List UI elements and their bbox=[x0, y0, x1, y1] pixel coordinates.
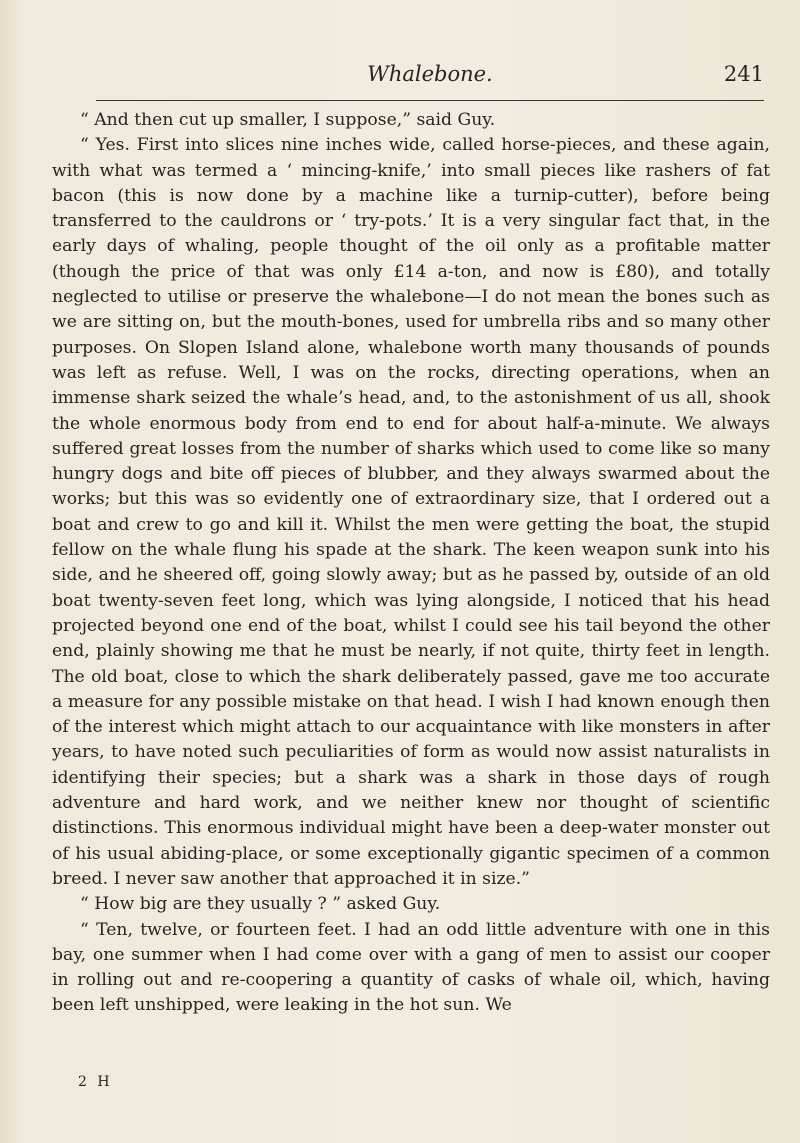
running-title: Whalebone. bbox=[367, 62, 493, 86]
signature-mark: 2 H bbox=[78, 1074, 113, 1090]
paragraph-2: “ Yes. First into slices nine inches wide, called horse-pieces, and these again, with what was termed a ‘ mincing-knife,’ into small pieces like rashers of fat bacon (this is now done by a machine like a turnip-cutter), before being transferred to the cauldrons or ‘ try-pots.’ It is a very singular fact that, in the early days of whaling, people thought of the oil only as a profitable matter (though the price of that was only £14 a-ton, and now is £80), and totally neglected to utilise or preserve the whalebone—I do not mean the bones such as we are sitting on, but the mouth-bones, used for umbrella ribs and so many other purposes. On Slopen Island alone, whalebone worth many thousands of pounds was left as refuse. Well, I was on the rocks, directing operations, when an immense shark seized the whale’s head, and, to the astonishment of us all, shook the whole enormous body from end to end for about half-a-minute. We always suffered great losses from the number of sharks which used to come like so many hungry dogs and bite off pieces of blubber, and they always swarmed about the works; but this was so evidently one of extraordinary size, that I ordered out a boat and crew to go and kill it. Whilst the men were getting the boat, the stupid fellow on the whale flung his spade at the shark. The keen weapon sunk into his side, and he sheered off, going slowly away; but as he passed by, outside of an old boat twenty-seven feet long, which was lying alongside, I noticed that his head projected beyond one end of the boat, whilst I could see his tail beyond the other end, plainly showing me that he must be nearly, if not quite, thirty feet in length. The old boat, close to which the shark deliberately passed, gave me too accurate a measure for any possible mistake on that head. I wish I had known enough then of the interest which might attach to our acquaintance with like monsters in after years, to have noted such peculiarities of form as would now assist naturalists in identifying their species; but a shark was a shark in those days of rough adventure and hard work, and we neither knew nor thought of scientific distinctions. This enormous individual might have been a deep-water monster out of his usual abiding-place, or some exceptionally gigantic specimen of a common breed. I never saw another that approached it in size.” bbox=[52, 135, 770, 889]
header-rule bbox=[96, 100, 764, 101]
page-number: 241 bbox=[723, 62, 764, 86]
paragraph-1: “ And then cut up smaller, I suppose,” said Guy. bbox=[80, 110, 496, 130]
paragraph-4: “ Ten, twelve, or fourteen feet. I had an odd little adventure with one in this bay, one summer when I had come over with a gang of men to assist our cooper in rolling out and re-coopering a quantity of casks of whale oil, which, having been left unshipped, were leaking in the hot sun. We bbox=[52, 919, 770, 1016]
body-text bbox=[52, 108, 770, 1019]
paragraph-3: “ How big are they usually ? ” asked Guy. bbox=[80, 894, 441, 915]
page-header bbox=[96, 62, 764, 92]
